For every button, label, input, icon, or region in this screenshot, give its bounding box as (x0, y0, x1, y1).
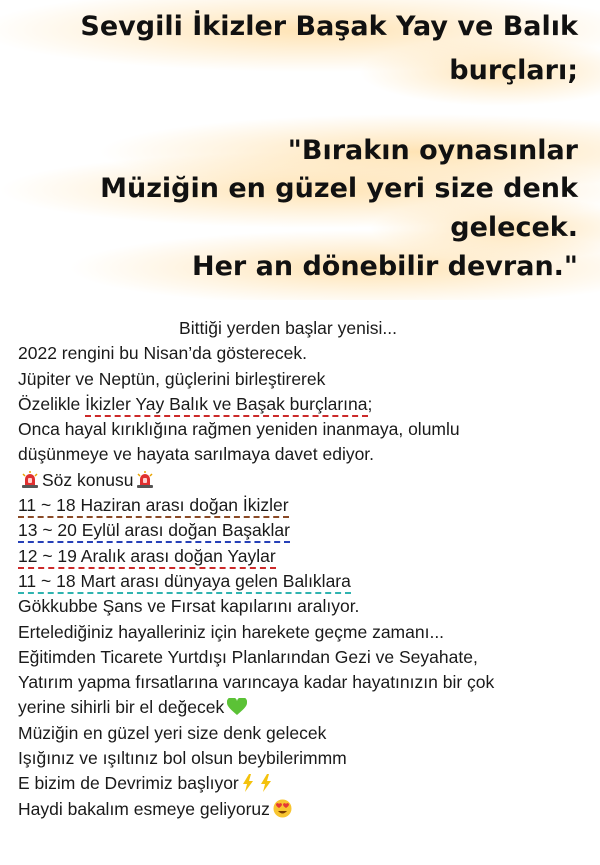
body-line (18, 771, 588, 796)
body-line: Müziğin en güzel yeri size denk gelecek (18, 722, 327, 743)
body-line: düşünmeye ve hayata sarılmaya davet ediyor. (18, 444, 375, 465)
body-line: Eğitimden Ticarete Yurtdışı Planlarından Gezi ve Seyahate, (18, 646, 478, 667)
date-range-sagittarius: 12 ~ 19 Aralık arası doğan Yaylar (18, 546, 276, 569)
body-line: Yatırım yapma fırsatlarına varıncaya kadar hayatınızın bir çok (18, 672, 495, 693)
header-line-6: Her an dönebilir devran." (191, 251, 578, 282)
body-line (18, 544, 588, 569)
body-text: Haydi bakalım esmeye geliyoruz (18, 798, 270, 819)
body-line (18, 493, 588, 518)
body-line: Onca hayal kırıklığına rağmen yeniden inanmaya, olumlu (18, 419, 460, 440)
body-line (18, 695, 588, 720)
body-line (18, 518, 588, 543)
date-range-gemini: 11 ~ 18 Haziran arası doğan İkizler (18, 495, 289, 518)
header-line-2: burçları; (449, 55, 578, 86)
body-line: 2022 rengini bu Nisan’da gösterecek. (18, 343, 307, 364)
header-line-1: Sevgili İkizler Başak Yay ve Balık (80, 11, 578, 42)
highlighted-signs: İkizler Yay Balık ve Başak burçlarına (85, 394, 367, 417)
body-line: Bittiği yerden başlar yenisi... (179, 318, 397, 338)
body-line (18, 392, 588, 417)
header-line-4: Müziğin en güzel yeri size denk (100, 173, 578, 204)
green-heart-icon (227, 698, 247, 723)
body-line: Jüpiter ve Neptün, güçlerini birleştirerek (18, 368, 326, 389)
lightning-icon (242, 774, 254, 799)
lightning-icon (260, 774, 272, 799)
body-line (18, 569, 588, 594)
body-line: Işığınız ve ışıltınız bol olsun beybilerimmm (18, 748, 347, 769)
body-line: Gökkubbe Şans ve Fırsat kapılarını aralıyor. (18, 596, 360, 617)
date-range-pisces: 11 ~ 18 Mart arası dünyaya gelen Balıklara (18, 571, 351, 594)
header-line-5: gelecek. (450, 212, 578, 243)
body-text: Söz konusu (42, 469, 134, 490)
body-line (18, 797, 588, 822)
date-range-virgo: 13 ~ 20 Eylül arası doğan Başaklar (18, 520, 290, 543)
heart-eyes-emoji-icon (273, 799, 292, 825)
body-line (18, 468, 588, 493)
body-text: yerine sihirli bir el değecek (18, 697, 225, 718)
header-line-3: "Bırakın oynasınlar (287, 135, 578, 166)
body-text: E bizim de Devrimiz başlıyor (18, 773, 239, 794)
body-text: ; (367, 393, 373, 414)
body-text: Özelikle (18, 393, 86, 414)
post-body (18, 316, 588, 822)
body-line: Ertelediğiniz hayalleriniz için harekete geçme zamanı... (18, 621, 445, 642)
header-banner (0, 0, 600, 300)
